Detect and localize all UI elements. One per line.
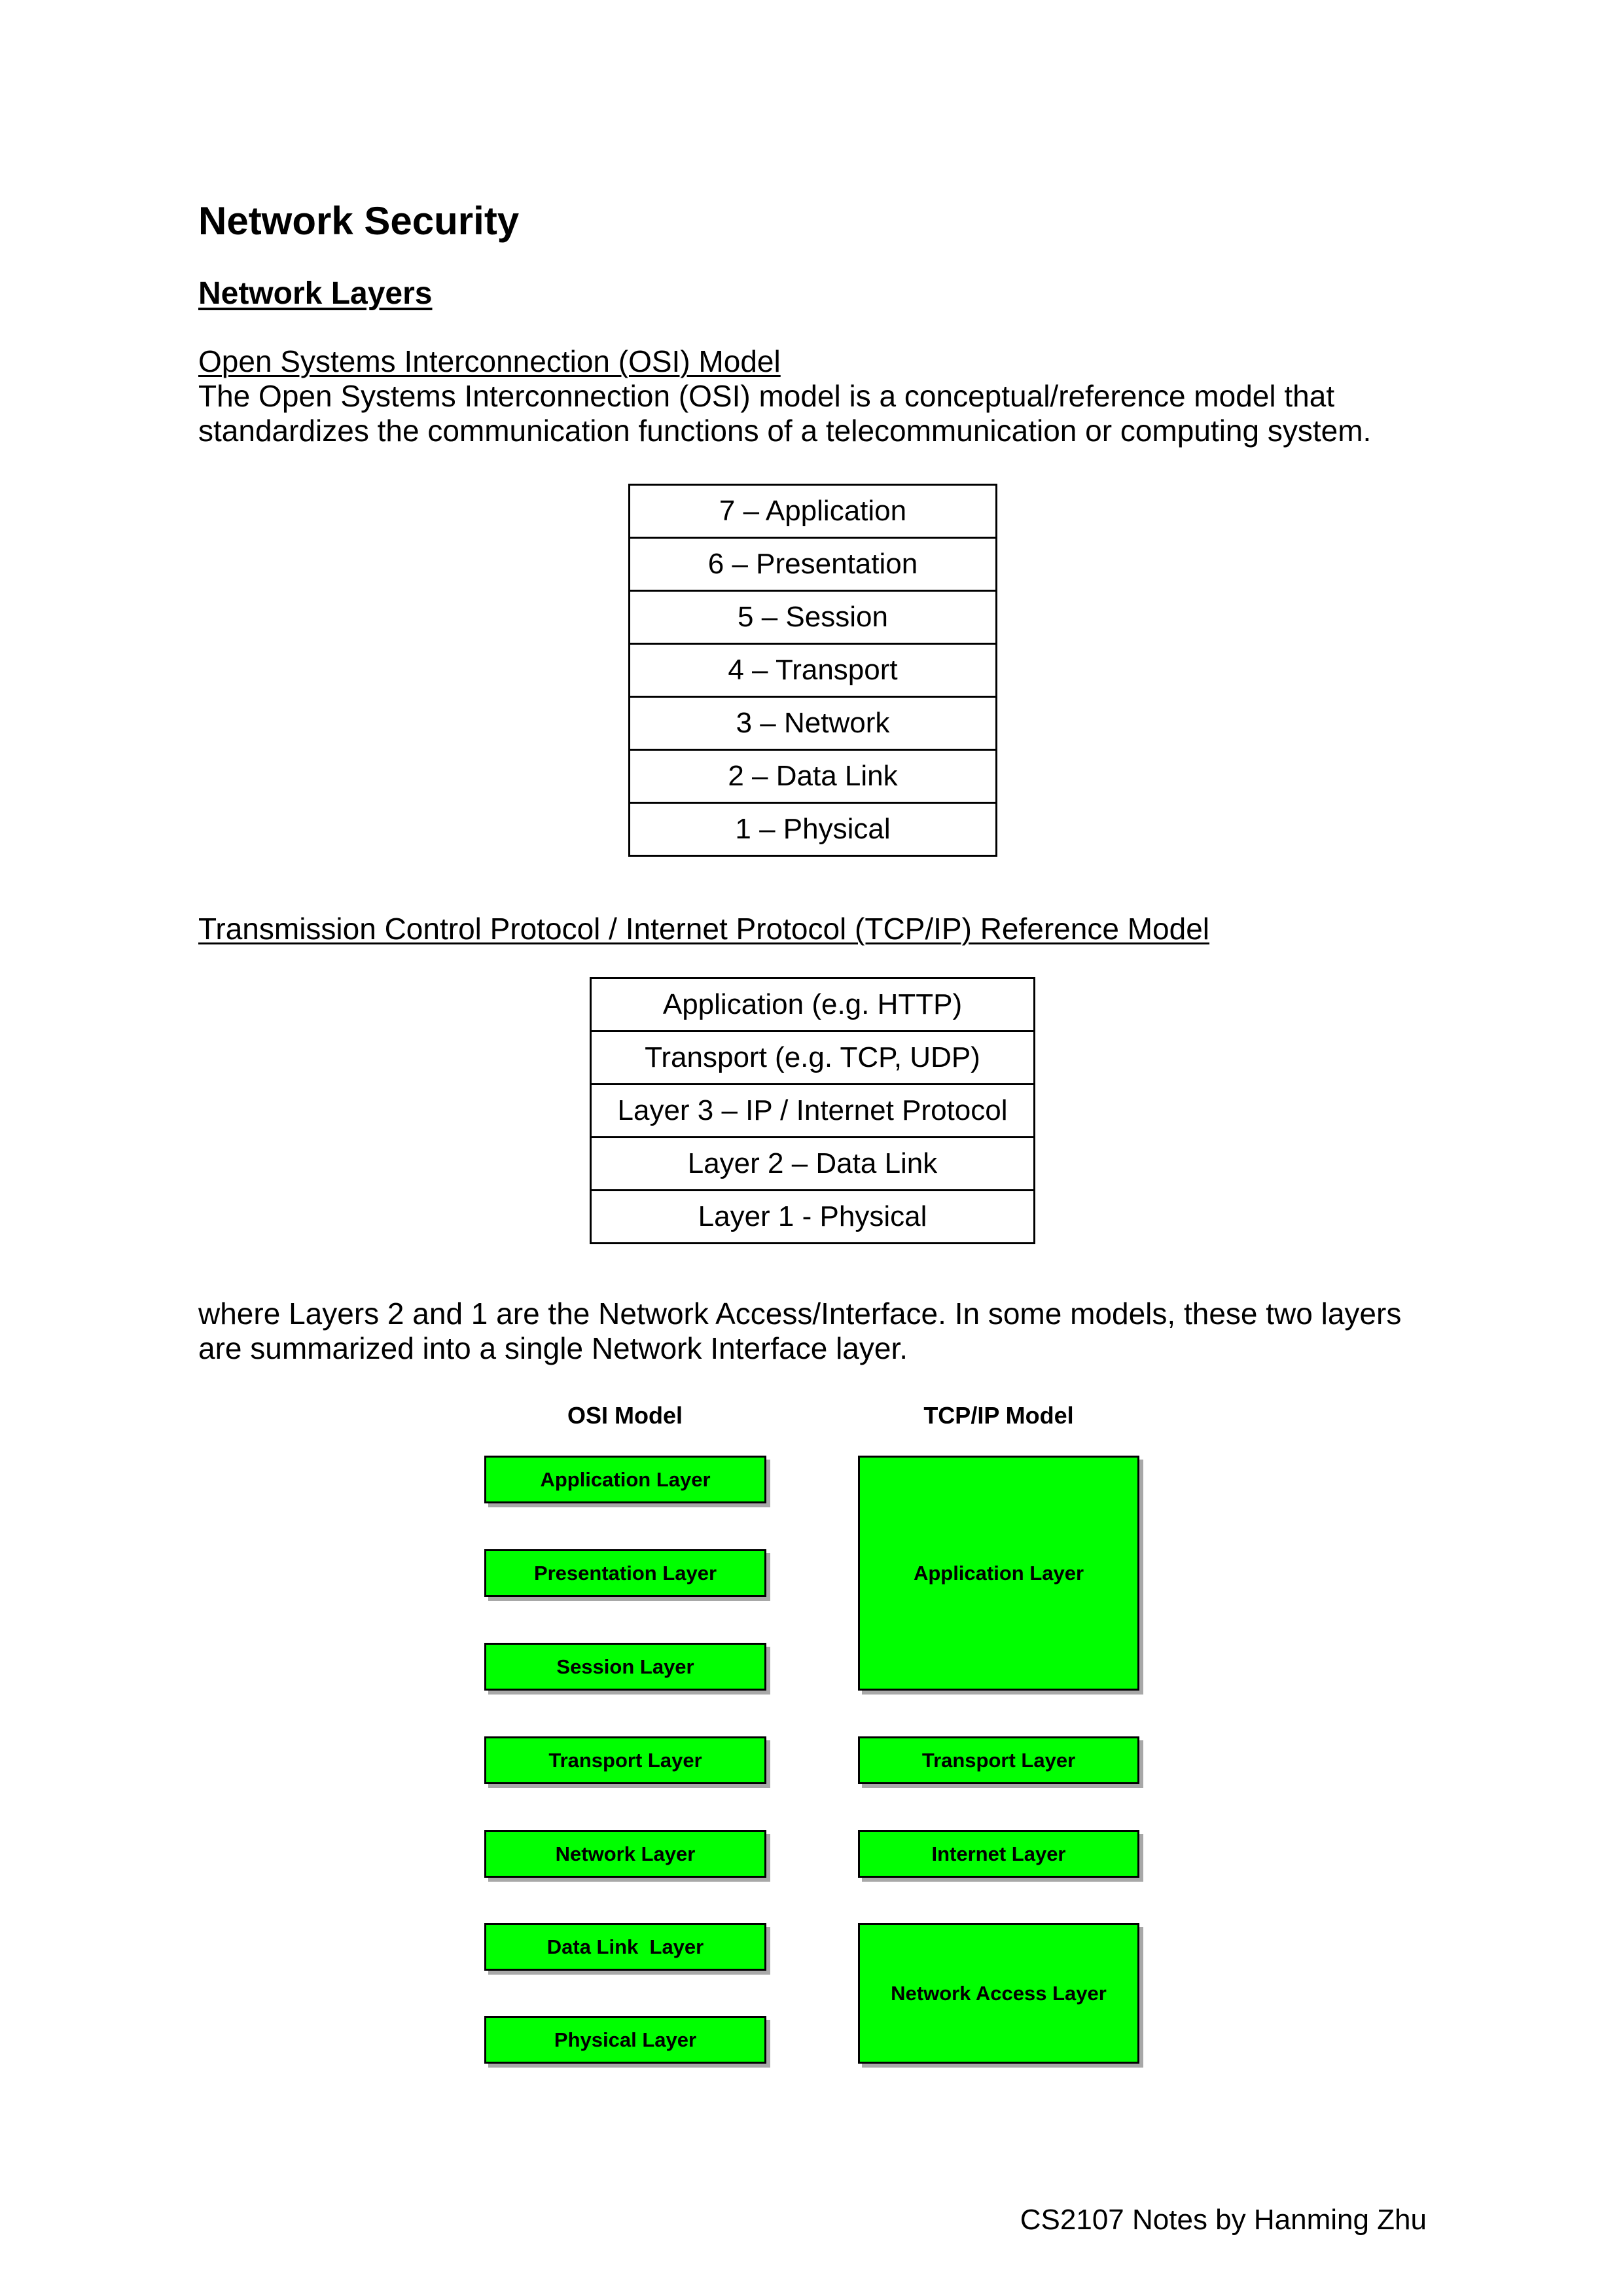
osi-box-application: Application Layer — [484, 1456, 766, 1503]
tcpip-model-heading: Transmission Control Protocol / Internet Protocol (TCP/IP) Reference Model — [198, 912, 1209, 946]
osi-layer-5: 5 – Session — [630, 591, 997, 644]
osi-layer-1: 1 – Physical — [630, 803, 997, 856]
tcpip-layer-transport: Transport (e.g. TCP, UDP) — [591, 1031, 1035, 1085]
osi-box-presentation: Presentation Layer — [484, 1549, 766, 1597]
osi-box-transport: Transport Layer — [484, 1736, 766, 1784]
tcpip-note-line-1: where Layers 2 and 1 are the Network Access/Interface. In some models, these two layers — [198, 1297, 1402, 1331]
tcpip-note — [198, 1297, 1442, 1366]
osi-description — [198, 379, 1442, 448]
osi-box-data-link: Data Link Layer — [484, 1923, 766, 1971]
tcpip-layer-2: Layer 2 – Data Link — [591, 1138, 1035, 1191]
tcpip-layer-3: Layer 3 – IP / Internet Protocol — [591, 1085, 1035, 1138]
section-heading-network-layers: Network Layers — [198, 276, 433, 311]
osi-box-physical: Physical Layer — [484, 2016, 766, 2064]
tcpip-box-internet: Internet Layer — [858, 1830, 1139, 1878]
osi-model-heading: Open Systems Interconnection (OSI) Model — [198, 344, 781, 378]
page-title: Network Security — [198, 199, 520, 243]
osi-column-heading: OSI Model — [567, 1402, 683, 1429]
tcpip-box-network-access: Network Access Layer — [858, 1923, 1139, 2064]
tcpip-column-heading: TCP/IP Model — [923, 1402, 1074, 1429]
tcpip-layer-1: Layer 1 - Physical — [591, 1191, 1035, 1244]
osi-layers-table — [628, 484, 997, 857]
tcpip-layers-table — [590, 977, 1035, 1244]
osi-layer-2: 2 – Data Link — [630, 750, 997, 803]
osi-layer-6: 6 – Presentation — [630, 538, 997, 591]
osi-box-session: Session Layer — [484, 1643, 766, 1691]
page-footer: CS2107 Notes by Hanming Zhu — [1020, 2204, 1427, 2236]
osi-layer-7: 7 – Application — [630, 485, 997, 538]
osi-description-line-2: standardizes the communication functions of a telecommunication or computing system. — [198, 414, 1372, 448]
osi-layer-4: 4 – Transport — [630, 644, 997, 697]
tcpip-layer-application: Application (e.g. HTTP) — [591, 978, 1035, 1031]
tcpip-box-application: Application Layer — [858, 1456, 1139, 1691]
tcpip-note-line-2: are summarized into a single Network Interface layer. — [198, 1331, 908, 1365]
osi-description-line-1: The Open Systems Interconnection (OSI) model is a conceptual/reference model that — [198, 379, 1335, 413]
osi-box-network: Network Layer — [484, 1830, 766, 1878]
tcpip-box-transport: Transport Layer — [858, 1736, 1139, 1784]
osi-layer-3: 3 – Network — [630, 697, 997, 750]
